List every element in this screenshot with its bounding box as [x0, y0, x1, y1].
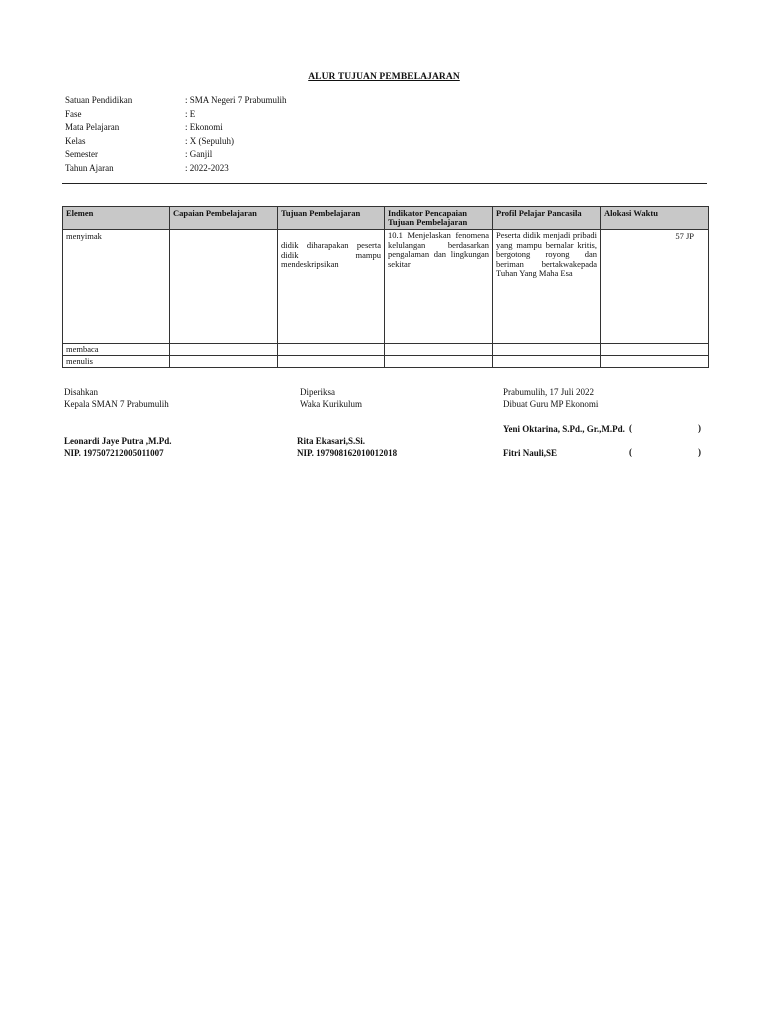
- info-value: : X (Sepuluh): [185, 135, 234, 146]
- info-row: [65, 108, 385, 122]
- column-header: Tujuan Pembelajaran: [278, 207, 385, 230]
- cell-elemen: menyimak: [63, 230, 170, 344]
- curriculum-name: Rita Ekasari,S.Si.: [297, 436, 366, 446]
- column-header: Capaian Pembelajaran: [170, 207, 278, 230]
- info-value: : E: [185, 108, 196, 119]
- cell-profil: [493, 356, 601, 368]
- curriculum-title: Waka Kurikulum: [300, 399, 363, 409]
- cell-alokasi: [601, 356, 709, 368]
- table-row: [63, 230, 709, 344]
- info-row: [65, 162, 385, 176]
- cell-tujuan: [278, 356, 385, 368]
- place-date: Prabumulih, 17 Juli 2022: [503, 387, 595, 397]
- paren-close: ): [698, 423, 701, 433]
- divider: [62, 183, 707, 184]
- table-header-row: [63, 207, 709, 230]
- info-label: Tahun Ajaran: [65, 162, 114, 173]
- principal-name: Leonardi Jaye Putra ,M.Pd.: [64, 436, 172, 446]
- info-value: : Ganjil: [185, 149, 213, 159]
- info-value: : SMA Negeri 7 Prabumulih: [185, 95, 287, 105]
- cell-profil: [493, 344, 601, 356]
- info-label: Mata Pelajaran: [65, 122, 120, 132]
- column-header: Alokasi Waktu: [601, 207, 709, 230]
- paren-open: (: [629, 423, 632, 433]
- principal-nip: NIP. 197507212005011007: [64, 448, 164, 458]
- cell-tujuan: [278, 344, 385, 356]
- cell-capaian: [170, 356, 278, 368]
- table-row: [63, 344, 709, 356]
- made-by-label: Dibuat Guru MP Ekonomi: [503, 399, 599, 409]
- paren-open: (: [629, 447, 632, 457]
- cell-indikator: [385, 344, 493, 356]
- signature-left-name-block: [64, 435, 172, 459]
- cell-indikator: [385, 356, 493, 368]
- info-label: Semester: [65, 149, 98, 159]
- teacher-name-1: Yeni Oktarina, S.Pd., Gr.,M.Pd.: [503, 424, 625, 434]
- cell-profil: Peserta didik menjadi pribadi yang mampu bernalar kritis, bergotong royong dan beriman bertakwakepada Tuhan Yang Maha Esa: [493, 230, 601, 344]
- cell-elemen: membaca: [63, 344, 170, 356]
- cell-capaian: [170, 230, 278, 344]
- principal-title: Kepala SMAN 7 Prabumulih: [64, 399, 169, 409]
- info-block: [65, 94, 385, 175]
- curriculum-nip: NIP. 197908162010012018: [297, 448, 398, 458]
- column-header: Elemen: [63, 207, 170, 230]
- cell-alokasi: 57 JP: [601, 230, 709, 344]
- info-row: [65, 94, 385, 108]
- cell-tujuan: [278, 230, 385, 344]
- document-title: ALUR TUJUAN PEMBELAJARAN: [308, 72, 460, 82]
- column-header: Profil Pelajar Pancasila: [493, 207, 601, 230]
- info-row: [65, 148, 385, 162]
- info-label: Kelas: [65, 135, 86, 146]
- cell-alokasi: [601, 344, 709, 356]
- info-row: [65, 135, 385, 149]
- info-row: [65, 121, 385, 135]
- signature-middle-name-block: [297, 435, 397, 459]
- info-value: : 2022-2023: [185, 162, 229, 173]
- checked-label: Diperiksa: [300, 387, 335, 397]
- cell-elemen: menulis: [63, 356, 170, 368]
- column-header: Indikator Pencapaian Tujuan Pembelajaran: [385, 207, 493, 230]
- paren-close: ): [698, 447, 701, 457]
- cell-indikator: 10.1 Menjelaskan fenomena kelulangan berdasarkan pengalaman dan lingkungan sekitar: [385, 230, 493, 344]
- signature-middle-header: [300, 386, 362, 410]
- approved-label: Disahkan: [64, 387, 98, 397]
- learning-flow-table: [62, 206, 709, 368]
- cell-capaian: [170, 344, 278, 356]
- info-label: Satuan Pendidikan: [65, 95, 133, 105]
- teacher-name-2: Fitri Nauli,SE: [503, 448, 558, 458]
- info-label: Fase: [65, 108, 82, 119]
- tujuan-text: didik diharapakan peserta didik mampu mendeskripsikan: [281, 240, 381, 269]
- signature-left-header: [64, 386, 169, 410]
- table-row: [63, 356, 709, 368]
- signature-right-header: [503, 386, 598, 410]
- info-value: : Ekonomi: [185, 122, 223, 132]
